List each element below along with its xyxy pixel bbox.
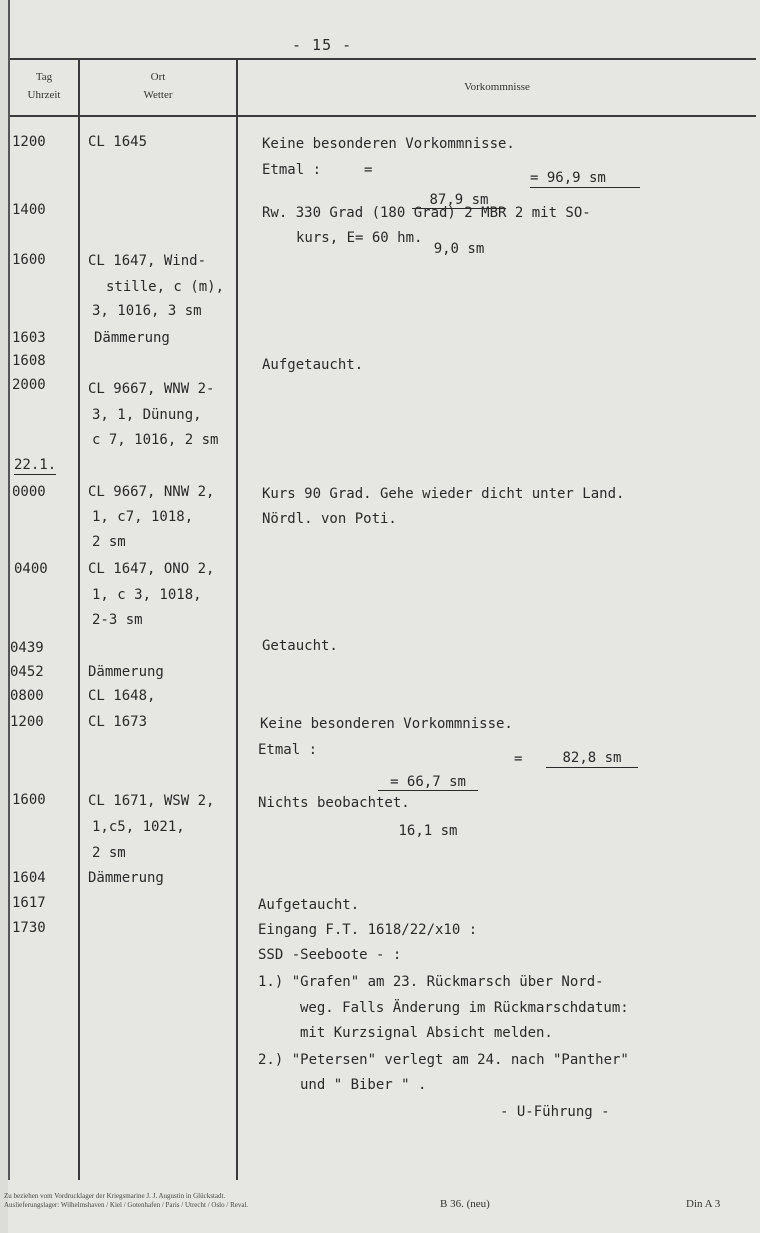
event-1730-line6: 2.) "Petersen" verlegt am 24. nach "Panther" (258, 1052, 629, 1068)
etmal1-label: Etmal : (262, 162, 322, 178)
header-col1-line1: Tag (35, 71, 53, 83)
ort-0400-line1: CL 1647, ONO 2, (88, 561, 215, 577)
ort-0400-line3: 2-3 sm (92, 612, 143, 628)
time-1600-b: 1600 (12, 792, 46, 808)
header-col2-line1: Ort (150, 71, 166, 83)
time-1730: 1730 (12, 920, 46, 936)
event-1200-b: Keine besonderen Vorkommnisse. (260, 716, 513, 732)
ort-1600-b-line1: CL 1671, WSW 2, (88, 793, 215, 809)
time-1400: 1400 (12, 202, 46, 218)
time-0800: 0800 (10, 688, 44, 704)
header-col1-line2: Uhrzeit (27, 89, 61, 101)
etmal2-label: Etmal : (258, 742, 318, 758)
time-0000: 0000 (12, 484, 46, 500)
ort-2000-line2: 3, 1, Dünung, (92, 407, 202, 423)
ort-1600-a-line3: 3, 1016, 3 sm (92, 303, 202, 319)
header-col2-line2: Wetter (143, 89, 173, 101)
ort-1600-a-line2: stille, c (m), (106, 279, 225, 295)
event-1730-line5: mit Kurzsignal Absicht melden. (300, 1025, 553, 1041)
footer-printer-note (4, 1192, 248, 1210)
event-1200-a: Keine besonderen Vorkommnisse. (262, 136, 515, 152)
footer-left-line2: Auslieferungslager: Wilhelmshaven / Kiel / Gotenhafen / Paris / Utrecht / Oslo / Reval. (4, 1201, 249, 1209)
time-1608: 1608 (12, 353, 46, 369)
date-label: 22.1. (14, 457, 57, 473)
ort-0000-line3: 2 sm (92, 534, 126, 550)
ort-0000-line2: 1, c7, 1018, (92, 509, 194, 525)
ort-0000-line1: CL 9667, NNW 2, (88, 484, 215, 500)
etmal1-eq: = (364, 162, 373, 178)
left-margin-rule (8, 0, 10, 1180)
ort-1603: Dämmerung (94, 330, 170, 346)
header-ort-wetter (80, 68, 236, 104)
ort-2000-line1: CL 9667, WNW 2- (88, 381, 215, 397)
event-1400-line2: kurs, E= 60 hm. (296, 230, 423, 246)
event-0000-line1: Kurs 90 Grad. Gehe wieder dicht unter Land. (262, 486, 625, 502)
etmal1-result: = 96,9 sm (530, 170, 640, 188)
footer-left-line1: Zu beziehen vom Vordrucklager der Kriegsmarine J. J. Augustin in Glückstadt. (4, 1192, 226, 1200)
event-1608: Aufgetaucht. (262, 357, 364, 373)
table-top-rule (8, 58, 756, 60)
event-1730-line2: SSD -Seeboote - : (258, 947, 402, 963)
time-1200-a: 1200 (12, 134, 46, 150)
time-1603: 1603 (12, 330, 46, 346)
page-number: - 15 - (292, 36, 353, 54)
event-1730-line3: 1.) "Grafen" am 23. Rückmarsch über Nord- (258, 974, 604, 990)
header-bottom-rule (8, 115, 756, 117)
time-1600-a: 1600 (12, 252, 46, 268)
etmal2-result: 82,8 sm (546, 750, 638, 768)
ort-0800: CL 1648, (88, 688, 156, 704)
event-1730-line7: und " Biber " . (300, 1077, 427, 1093)
ort-1200-a: CL 1645 (88, 134, 148, 150)
time-1200-b: 1200 (10, 714, 44, 730)
header-vorkommnisse: Vorkommnisse (464, 81, 530, 93)
event-1400-line1: Rw. 330 Grad (180 Grad) 2 MBR 2 mit SO- (262, 205, 591, 221)
ort-0400-line2: 1, c 3, 1018, (92, 587, 202, 603)
time-1604: 1604 (12, 870, 46, 886)
ort-1600-a-line1: CL 1647, Wind- (88, 253, 207, 269)
event-0439: Getaucht. (262, 638, 338, 654)
etmal1-denominator: 9,0 sm (433, 241, 485, 257)
etmal2-denominator: 16,1 sm (398, 823, 458, 839)
ort-0452: Dämmerung (88, 664, 164, 680)
column-divider-1 (78, 58, 80, 1180)
header-tag-uhrzeit (10, 68, 78, 104)
ort-1600-b-line2: 1,c5, 1021, (92, 819, 185, 835)
ort-1604: Dämmerung (88, 870, 164, 886)
etmal2-numerator: = 66,7 sm (378, 774, 478, 791)
ort-2000-line3: c 7, 1016, 2 sm (92, 432, 219, 448)
ort-1200-b: CL 1673 (88, 714, 148, 730)
event-0000-line2: Nördl. von Poti. (262, 511, 397, 527)
event-1600-b: Nichts beobachtet. (258, 795, 410, 811)
event-1730-line4: weg. Falls Änderung im Rückmarschdatum: (300, 1000, 629, 1016)
etmal1-numerator: 87,9 sm (412, 192, 506, 209)
footer-paper-size: Din A 3 (686, 1198, 721, 1210)
time-0400: 0400 (14, 561, 48, 577)
time-0452: 0452 (10, 664, 44, 680)
time-0439: 0439 (10, 640, 44, 656)
footer-form-number: B 36. (neu) (440, 1198, 490, 1210)
time-2000: 2000 (12, 377, 46, 393)
ort-1600-b-line3: 2 sm (92, 845, 126, 861)
event-1730-line1: Eingang F.T. 1618/22/x10 : (258, 922, 478, 938)
etmal2-eq: = (514, 751, 523, 767)
column-divider-2 (236, 58, 238, 1180)
event-1617: Aufgetaucht. (258, 897, 360, 913)
event-1730-signature: - U-Führung - (500, 1104, 610, 1120)
time-1617: 1617 (12, 895, 46, 911)
